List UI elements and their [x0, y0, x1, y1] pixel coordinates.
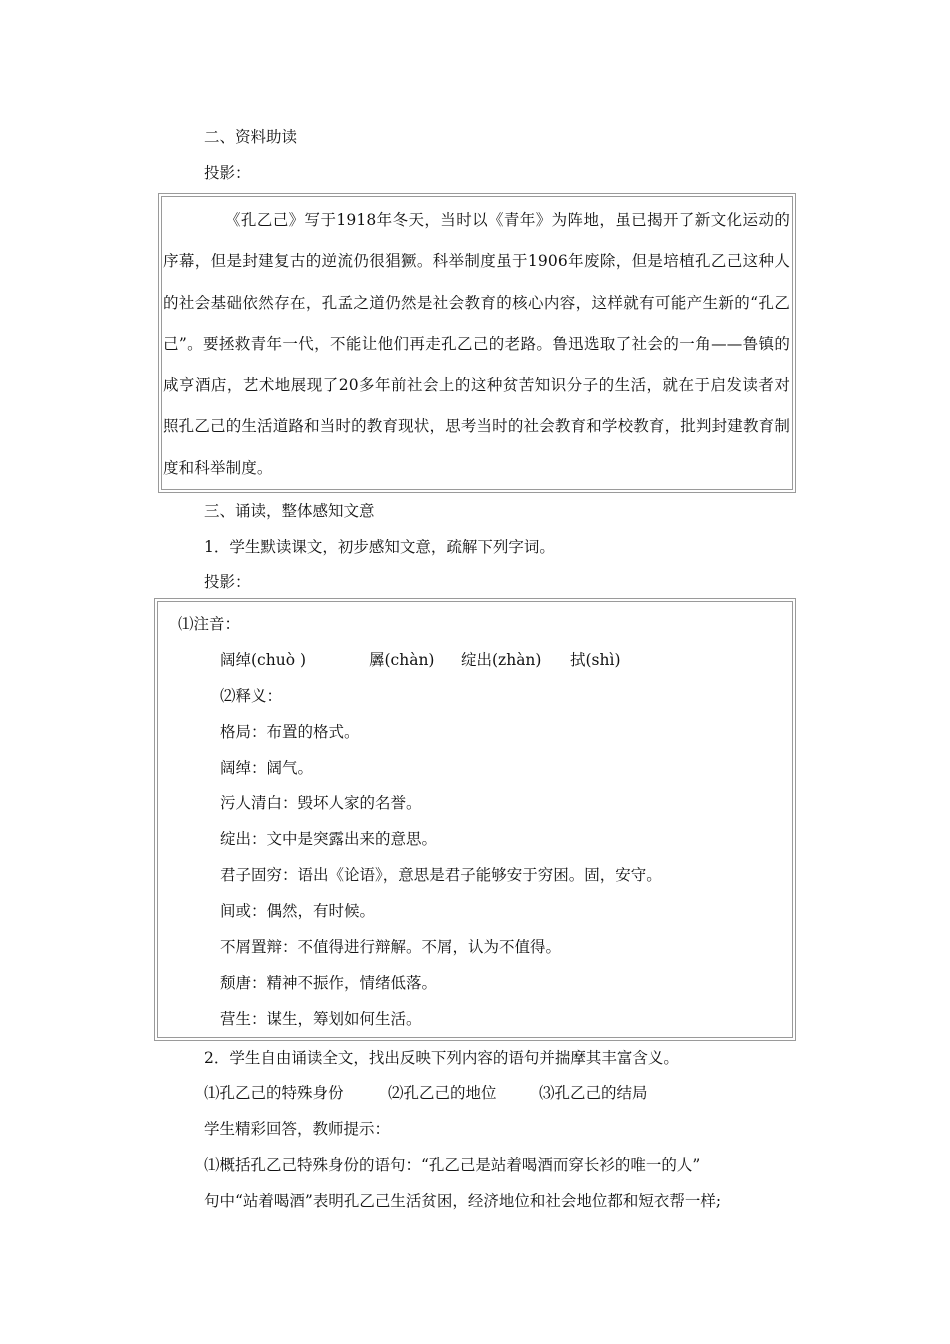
section-3-heading: 三、诵读，整体感知文意 — [204, 502, 375, 520]
definition-item: 颓唐：精神不振作，情绪低落。 — [220, 974, 438, 992]
definition-item: 间或：偶然，有时候。 — [220, 902, 376, 920]
definition-item: 格局：布置的格式。 — [220, 723, 360, 741]
definitions-heading: ⑵释义： — [220, 687, 283, 705]
projection-label: 投影： — [204, 164, 251, 182]
answer-1-detail: 句中“站着喝酒”表明孔乙己生活贫困，经济地位和社会地位都和短衣帮一样; — [204, 1192, 722, 1210]
pronunciation-item: 拭(shì) — [570, 651, 621, 669]
section-2-heading: 二、资料助读 — [204, 128, 298, 146]
task-2-text: 2．学生自由诵读全文，找出反映下列内容的语句并揣摩其丰富含义。 — [204, 1049, 679, 1067]
definition-item: 不屑置辩：不值得进行辩解。不屑，认为不值得。 — [220, 938, 562, 956]
definition-item: 君子固穷：语出《论语》，意思是君子能够安于穷困。固，安守。 — [220, 866, 662, 884]
answer-intro: 学生精彩回答，教师提示： — [204, 1120, 391, 1138]
definition-item: 营生：谋生，筹划如何生活。 — [220, 1010, 422, 1028]
pronunciation-item: 绽出(zhàn) — [461, 651, 542, 669]
definition-item: 污人清白：毁坏人家的名誉。 — [220, 794, 422, 812]
subitem: ⑶孔乙己的结局 — [539, 1084, 648, 1102]
pronunciation-heading: ⑴注音： — [178, 615, 241, 633]
pronunciation-item: 羼(chàn) — [369, 651, 435, 669]
subitem: ⑵孔乙己的地位 — [388, 1084, 497, 1102]
definition-item: 阔绰：阔气。 — [220, 759, 314, 777]
pronunciation-item: 阔绰(chuò ) — [220, 651, 306, 669]
subitem: ⑴孔乙己的特殊身份 — [204, 1084, 344, 1102]
answer-1: ⑴概括孔乙己特殊身份的语句：“孔乙己是站着喝酒而穿长衫的唯一的人” — [204, 1156, 701, 1174]
projection-label: 投影： — [204, 573, 251, 591]
definition-item: 绽出：文中是突露出来的意思。 — [220, 830, 438, 848]
background-info-text: 《孔乙己》写于1918年冬天，当时以《青年》为阵地，虽已揭开了新文化运动的序幕，但是封建复古的逆流仍很猖獗。科举制度虽于1906年废除，但是培植孔乙己这种人的社会基础依然存在，孔孟之道仍然是社会教育的核心内容，这样就有可能产生新的“孔乙己”。要拯救青年一代，不能让他们再走孔乙己的老路。鲁迅选取了社会的一角——鲁镇的咸亨酒店，艺术地展现了20多年前社会上的这种贫苦知识分子的生活，就在于启发读者对照孔乙己的生活道路和当时的教育现状，思考当时的社会教育和学校教育，批判封建教育制度和科举制度。 — [163, 211, 790, 477]
task-1-text: 1．学生默读课文，初步感知文意，疏解下列字词。 — [204, 538, 555, 556]
